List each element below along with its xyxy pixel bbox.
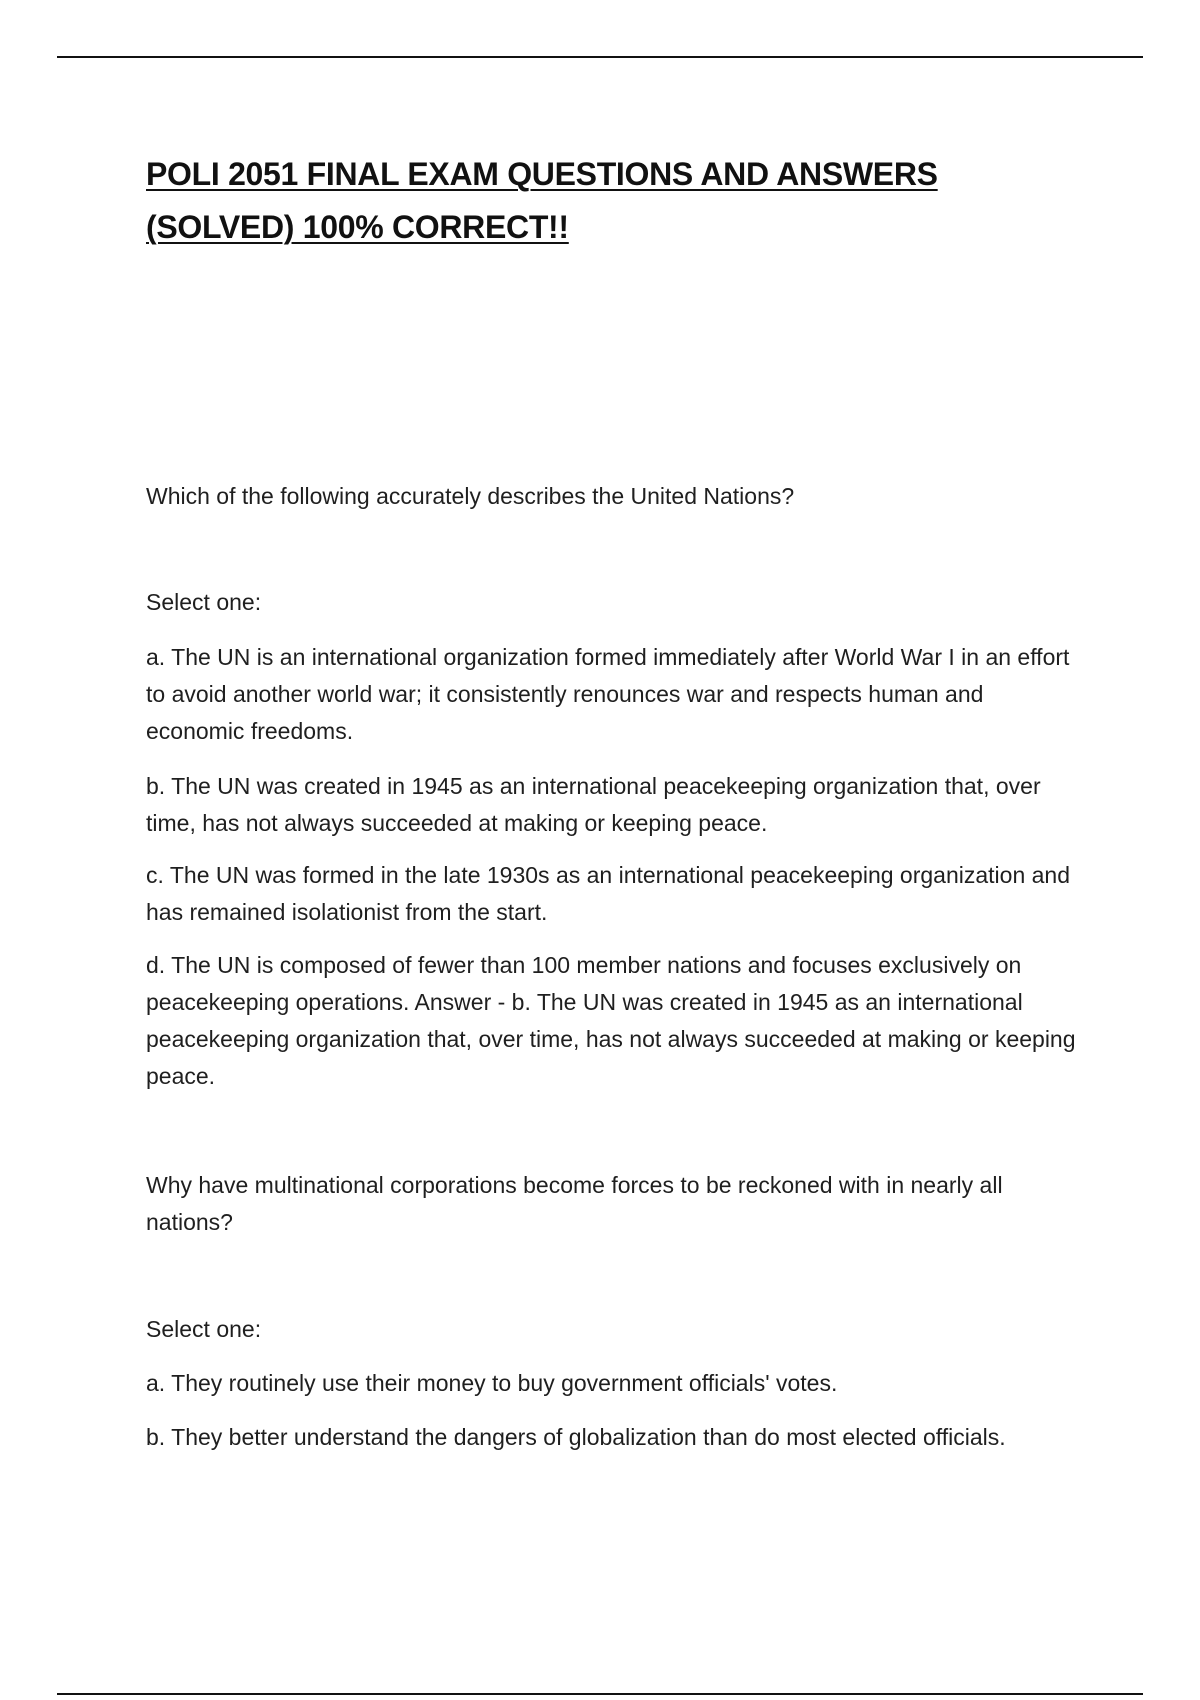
title-line-1: POLI 2051 FINAL EXAM QUESTIONS AND ANSWERS (146, 156, 938, 192)
bottom-rule (57, 1693, 1143, 1695)
question-2-option-b: b. They better understand the dangers of globalization than do most elected officials. (146, 1424, 1006, 1450)
question-1-select-prompt: Select one: (146, 589, 262, 615)
question-1-option-d-answer: d. The UN is composed of fewer than 100 member nations and focuses exclusively on peacekeeping operations. Answer - b. The UN was created in 1945 as an international peacekeeping organization that, over time, has not always succeeded at making or keeping peace. (146, 952, 1076, 1089)
question-1-option-b: b. The UN was created in 1945 as an international peacekeeping organization that, over time, has not always succeeded at making or keeping peace. (146, 773, 1041, 836)
question-1-text: Which of the following accurately describes the United Nations? (146, 483, 795, 509)
title-line-2: (SOLVED) 100% CORRECT!! (146, 209, 569, 245)
question-2-text: Why have multinational corporations become forces to be reckoned with in nearly all nations? (146, 1172, 1003, 1235)
document-page (146, 148, 1076, 1450)
document-title (146, 148, 1076, 254)
question-1-option-c: c. The UN was formed in the late 1930s as an international peacekeeping organization and has remained isolationist from the start. (146, 862, 1070, 925)
question-2-option-a: a. They routinely use their money to buy government officials' votes. (146, 1370, 838, 1396)
top-rule (57, 56, 1143, 58)
question-1-option-a: a. The UN is an international organization formed immediately after World War I in an effort to avoid another world war; it consistently renounces war and respects human and economic freedoms. (146, 644, 1070, 744)
question-2-select-prompt: Select one: (146, 1316, 262, 1342)
